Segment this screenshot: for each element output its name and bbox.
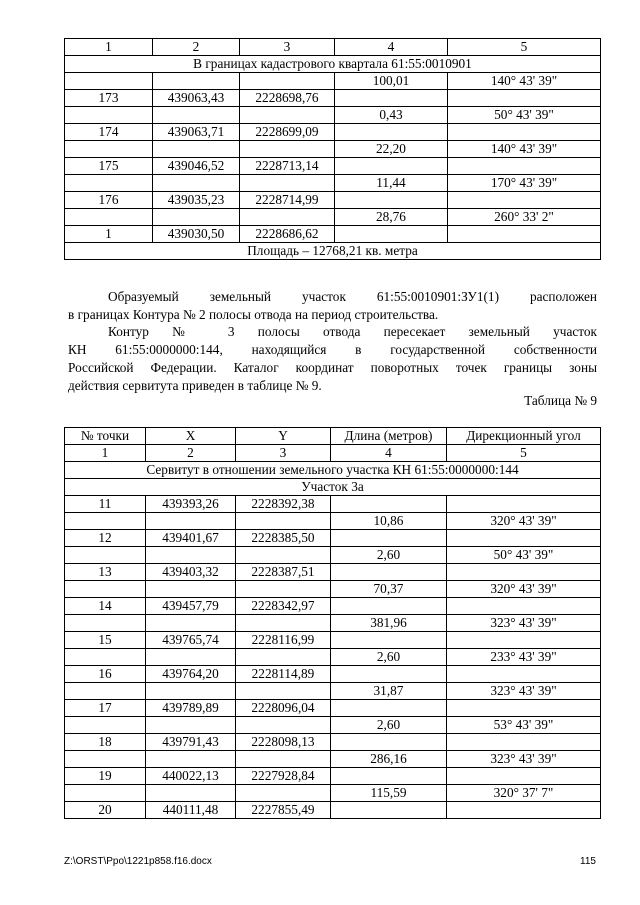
x-cell — [146, 513, 236, 530]
x-cell — [146, 581, 236, 598]
y-cell: 2228342,97 — [236, 598, 331, 615]
paragraph-land-plot — [68, 288, 597, 324]
table-row — [65, 209, 601, 226]
length-cell — [335, 192, 448, 209]
x-cell: 439765,74 — [146, 632, 236, 649]
length-cell: 100,01 — [335, 73, 448, 90]
x-cell: 439457,79 — [146, 598, 236, 615]
angle-cell: 320° 43' 39" — [447, 513, 601, 530]
angle-cell: 323° 43' 39" — [447, 751, 601, 768]
angle-cell: 260° 33' 2" — [448, 209, 601, 226]
table-row — [65, 90, 601, 107]
length-cell — [331, 564, 447, 581]
y-cell: 2228713,14 — [240, 158, 335, 175]
y-cell — [240, 107, 335, 124]
table-row — [65, 141, 601, 158]
length-cell — [335, 90, 448, 107]
table-row — [65, 666, 601, 683]
angle-cell: 50° 43' 39" — [447, 547, 601, 564]
table-row — [65, 530, 601, 547]
point-number-cell — [65, 141, 153, 158]
paragraph-line: Российской Федерации. Каталог координат поворотных точек границы зоны — [68, 360, 597, 375]
point-number-cell: 176 — [65, 192, 153, 209]
paragraph-line: Образуемый земельный участок 61:55:0010901:ЗУ1(1) расположен — [108, 289, 597, 304]
paragraph-contour-3 — [68, 323, 597, 395]
table-row — [65, 632, 601, 649]
col-header-point: № точки — [65, 428, 146, 445]
x-cell: 439791,43 — [146, 734, 236, 751]
length-cell — [331, 632, 447, 649]
point-number-cell: 20 — [65, 802, 146, 819]
section-title: Сервитут в отношении земельного участка КН 61:55:0000000:144 — [65, 462, 601, 479]
point-number-cell: 17 — [65, 700, 146, 717]
x-cell: 439789,89 — [146, 700, 236, 717]
y-cell — [240, 175, 335, 192]
col-number-5: 5 — [447, 445, 601, 462]
section-row — [65, 56, 601, 73]
section-title: В границах кадастрового квартала 61:55:0010901 — [65, 56, 601, 73]
angle-cell: 233° 43' 39" — [447, 649, 601, 666]
length-cell: 22,20 — [335, 141, 448, 158]
x-cell: 440111,48 — [146, 802, 236, 819]
table-row — [65, 581, 601, 598]
coordinates-table-9 — [64, 427, 601, 819]
x-cell: 439401,67 — [146, 530, 236, 547]
point-number-cell — [65, 107, 153, 124]
y-cell: 2228116,99 — [236, 632, 331, 649]
length-cell: 2,60 — [331, 649, 447, 666]
y-cell: 2228114,89 — [236, 666, 331, 683]
point-number-cell: 13 — [65, 564, 146, 581]
x-cell: 439403,32 — [146, 564, 236, 581]
x-cell: 439063,71 — [153, 124, 240, 141]
length-cell: 11,44 — [335, 175, 448, 192]
x-cell — [146, 683, 236, 700]
x-cell — [153, 175, 240, 192]
angle-cell — [448, 226, 601, 243]
x-cell — [146, 649, 236, 666]
table-row — [65, 73, 601, 90]
length-cell — [335, 226, 448, 243]
length-cell — [331, 768, 447, 785]
y-cell — [236, 547, 331, 564]
angle-cell: 140° 43' 39" — [448, 73, 601, 90]
length-cell — [331, 598, 447, 615]
y-cell: 2228385,50 — [236, 530, 331, 547]
area-total: Площадь – 12768,21 кв. метра — [65, 243, 601, 260]
table-caption: Таблица № 9 — [524, 393, 597, 408]
col-numbers-row — [65, 445, 601, 462]
col-header-y: Y — [236, 428, 331, 445]
col-number-2: 2 — [153, 39, 240, 56]
table-row — [65, 802, 601, 819]
point-number-cell: 1 — [65, 226, 153, 243]
table-row — [65, 124, 601, 141]
table-row — [65, 734, 601, 751]
point-number-cell: 173 — [65, 90, 153, 107]
x-cell — [153, 73, 240, 90]
angle-cell — [447, 632, 601, 649]
length-cell — [331, 700, 447, 717]
x-cell — [146, 717, 236, 734]
point-number-cell: 14 — [65, 598, 146, 615]
y-cell: 2227928,84 — [236, 768, 331, 785]
table-row — [65, 598, 601, 615]
point-number-cell — [65, 513, 146, 530]
subsection-title: Участок 3а — [65, 479, 601, 496]
angle-cell: 53° 43' 39" — [447, 717, 601, 734]
table-row — [65, 700, 601, 717]
angle-cell: 323° 43' 39" — [447, 683, 601, 700]
table-row — [65, 649, 601, 666]
angle-cell — [448, 158, 601, 175]
point-number-cell — [65, 615, 146, 632]
angle-cell: 50° 43' 39" — [448, 107, 601, 124]
table-row — [65, 192, 601, 209]
y-cell — [236, 581, 331, 598]
angle-cell — [447, 734, 601, 751]
y-cell — [236, 785, 331, 802]
length-cell: 115,59 — [331, 785, 447, 802]
length-cell: 2,60 — [331, 717, 447, 734]
x-cell — [146, 547, 236, 564]
footer-file-path: Z:\ORST\Ppo\1221p858.f16.docx — [64, 856, 212, 867]
x-cell — [146, 785, 236, 802]
x-cell: 439063,43 — [153, 90, 240, 107]
x-cell: 439035,23 — [153, 192, 240, 209]
table-row — [65, 547, 601, 564]
y-cell — [236, 615, 331, 632]
length-cell — [331, 734, 447, 751]
table-row — [65, 175, 601, 192]
point-number-cell — [65, 175, 153, 192]
x-cell: 440022,13 — [146, 768, 236, 785]
y-cell — [240, 209, 335, 226]
table-row — [65, 717, 601, 734]
col-header-length: Длина (метров) — [331, 428, 447, 445]
col-number-4: 4 — [331, 445, 447, 462]
col-number-3: 3 — [240, 39, 335, 56]
point-number-cell — [65, 751, 146, 768]
table-row — [65, 751, 601, 768]
angle-cell — [447, 802, 601, 819]
angle-cell: 320° 43' 39" — [447, 581, 601, 598]
point-number-cell: 15 — [65, 632, 146, 649]
col-number-4: 4 — [335, 39, 448, 56]
y-cell — [240, 141, 335, 158]
x-cell — [153, 141, 240, 158]
y-cell — [236, 751, 331, 768]
length-cell — [331, 666, 447, 683]
point-number-cell — [65, 581, 146, 598]
point-number-cell: 18 — [65, 734, 146, 751]
col-number-2: 2 — [146, 445, 236, 462]
point-number-cell — [65, 209, 153, 226]
point-number-cell — [65, 785, 146, 802]
length-cell: 0,43 — [335, 107, 448, 124]
y-cell — [236, 683, 331, 700]
angle-cell — [447, 598, 601, 615]
y-cell — [240, 73, 335, 90]
angle-cell: 170° 43' 39" — [448, 175, 601, 192]
point-number-cell: 11 — [65, 496, 146, 513]
y-cell — [236, 649, 331, 666]
length-cell: 70,37 — [331, 581, 447, 598]
angle-cell — [447, 496, 601, 513]
length-cell: 381,96 — [331, 615, 447, 632]
length-cell: 28,76 — [335, 209, 448, 226]
length-cell: 286,16 — [331, 751, 447, 768]
y-cell: 2228098,13 — [236, 734, 331, 751]
y-cell: 2228699,09 — [240, 124, 335, 141]
angle-cell — [447, 768, 601, 785]
coordinates-table-1 — [64, 38, 601, 260]
table-row — [65, 513, 601, 530]
col-header-angle: Дирекционный угол — [447, 428, 601, 445]
length-cell — [331, 802, 447, 819]
point-number-cell — [65, 649, 146, 666]
angle-cell: 323° 43' 39" — [447, 615, 601, 632]
angle-cell — [447, 666, 601, 683]
angle-cell — [447, 700, 601, 717]
point-number-cell — [65, 683, 146, 700]
angle-cell: 140° 43' 39" — [448, 141, 601, 158]
x-cell — [146, 615, 236, 632]
col-number-1: 1 — [65, 445, 146, 462]
point-number-cell: 12 — [65, 530, 146, 547]
length-cell — [331, 530, 447, 547]
angle-cell: 320° 37' 7" — [447, 785, 601, 802]
x-cell — [153, 107, 240, 124]
point-number-cell — [65, 73, 153, 90]
col-number-1: 1 — [65, 39, 153, 56]
table-row — [65, 158, 601, 175]
y-cell — [236, 513, 331, 530]
point-number-cell: 175 — [65, 158, 153, 175]
angle-cell — [447, 564, 601, 581]
x-cell — [153, 209, 240, 226]
x-cell: 439764,20 — [146, 666, 236, 683]
subsection-row — [65, 479, 601, 496]
table-row — [65, 496, 601, 513]
x-cell: 439046,52 — [153, 158, 240, 175]
table-row — [65, 683, 601, 700]
table-header-row — [65, 428, 601, 445]
angle-cell — [448, 192, 601, 209]
point-number-cell: 174 — [65, 124, 153, 141]
point-number-cell: 19 — [65, 768, 146, 785]
length-cell: 31,87 — [331, 683, 447, 700]
col-number-5: 5 — [448, 39, 601, 56]
col-header-x: X — [146, 428, 236, 445]
length-cell: 10,86 — [331, 513, 447, 530]
table-header-row — [65, 39, 601, 56]
y-cell: 2228714,99 — [240, 192, 335, 209]
table-row — [65, 564, 601, 581]
point-number-cell — [65, 547, 146, 564]
y-cell: 2228392,38 — [236, 496, 331, 513]
angle-cell — [448, 90, 601, 107]
table-row — [65, 107, 601, 124]
table-row — [65, 615, 601, 632]
x-cell: 439393,26 — [146, 496, 236, 513]
length-cell: 2,60 — [331, 547, 447, 564]
length-cell — [335, 124, 448, 141]
y-cell: 2228096,04 — [236, 700, 331, 717]
page-number: 115 — [580, 856, 596, 867]
table-row — [65, 226, 601, 243]
y-cell: 2228387,51 — [236, 564, 331, 581]
section-row — [65, 462, 601, 479]
x-cell — [146, 751, 236, 768]
y-cell: 2228686,62 — [240, 226, 335, 243]
angle-cell — [448, 124, 601, 141]
table-row — [65, 768, 601, 785]
area-row — [65, 243, 601, 260]
point-number-cell — [65, 717, 146, 734]
y-cell: 2227855,49 — [236, 802, 331, 819]
paragraph-line: Контур № 3 полосы отвода пересекает земельный участок — [108, 324, 597, 339]
table-row — [65, 785, 601, 802]
paragraph-line: КН 61:55:0000000:144, находящийся в государственной собственности — [68, 342, 597, 357]
point-number-cell: 16 — [65, 666, 146, 683]
col-number-3: 3 — [236, 445, 331, 462]
x-cell: 439030,50 — [153, 226, 240, 243]
angle-cell — [447, 530, 601, 547]
y-cell: 2228698,76 — [240, 90, 335, 107]
paragraph-line: действия сервитута приведен в таблице № 9. — [68, 378, 322, 393]
paragraph-line: в границах Контура № 2 полосы отвода на период строительства. — [68, 307, 439, 322]
y-cell — [236, 717, 331, 734]
length-cell — [331, 496, 447, 513]
length-cell — [335, 158, 448, 175]
